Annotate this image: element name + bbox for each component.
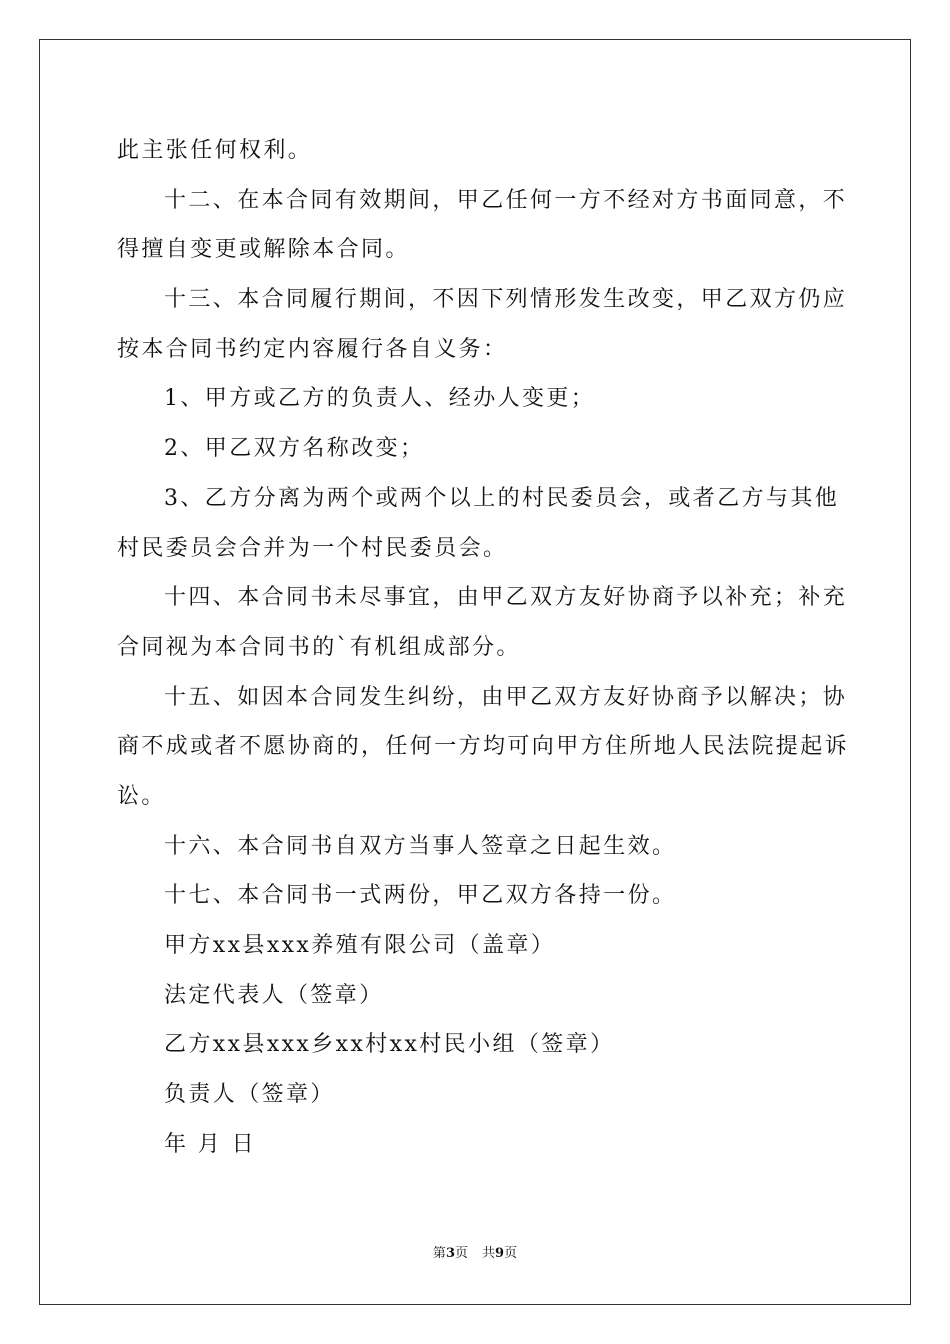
text-line: 合同视为本合同书的`有机组成部分。 bbox=[117, 634, 521, 660]
clause-15: 十五、如因本合同发生纠纷，由甲乙双方友好协商予以解决；协 bbox=[164, 684, 848, 710]
page-mid: 页 bbox=[454, 1246, 468, 1261]
total-suffix: 页 bbox=[504, 1246, 518, 1261]
text-line: 讼。 bbox=[117, 783, 166, 809]
page-prefix: 第 bbox=[432, 1246, 446, 1261]
text-line: 得擅自变更或解除本合同。 bbox=[117, 237, 410, 263]
clause-16: 十六、本合同书自双方当事人签章之日起生效。 bbox=[164, 833, 677, 859]
list-item-2: 2、甲乙双方名称改变； bbox=[164, 436, 425, 462]
text-line: 按本合同书约定内容履行各自义务： bbox=[117, 336, 508, 362]
clause-12: 十二、在本合同有效期间，甲乙任何一方不经对方书面同意，不 bbox=[164, 187, 848, 213]
clause-14: 十四、本合同书未尽事宜，由甲乙双方友好协商予以补充；补充 bbox=[164, 585, 848, 611]
text-line: 此主张任何权利。 bbox=[117, 138, 313, 163]
date-line: 年 月 日 bbox=[164, 1131, 256, 1157]
responsible-person-signature: 负责人（签章） bbox=[164, 1082, 335, 1108]
list-item-3: 3、乙方分离为两个或两个以上的村民委员会，或者乙方与其他 bbox=[164, 485, 840, 511]
page-current: 3 bbox=[445, 1246, 455, 1261]
document-body bbox=[117, 126, 850, 1169]
total-prefix: 共 bbox=[482, 1246, 496, 1261]
page-total: 9 bbox=[495, 1246, 505, 1261]
clause-13: 十三、本合同履行期间，不因下列情形发生改变，甲乙双方仍应 bbox=[164, 287, 848, 313]
clause-17: 十七、本合同书一式两份，甲乙双方各持一份。 bbox=[164, 883, 677, 909]
legal-representative-signature: 法定代表人（签章） bbox=[164, 982, 384, 1008]
party-b-signature: 乙方xx县xxx乡xx村xx村民小组（签章） bbox=[164, 1032, 615, 1058]
text-line: 村民委员会合并为一个村民委员会。 bbox=[117, 535, 508, 561]
list-item-1: 1、甲方或乙方的负责人、经办人变更； bbox=[164, 386, 596, 412]
text-line: 商不成或者不愿协商的，任何一方均可向甲方住所地人民法院提起诉 bbox=[117, 734, 850, 760]
page-footer bbox=[0, 1244, 950, 1264]
party-a-signature: 甲方xx县xxx养殖有限公司（盖章） bbox=[164, 933, 556, 958]
